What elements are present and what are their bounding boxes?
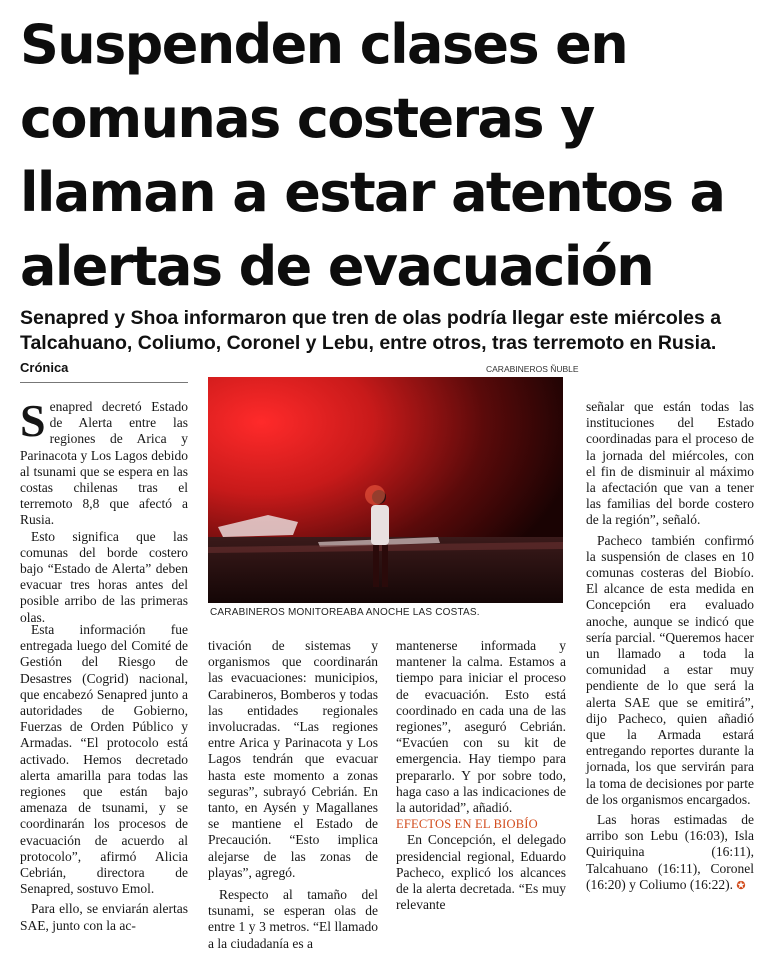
col1-p3: Esta información fue entregada luego del Comité de Gestión del Riesgo de Desastres (Cogrid) nacional, que encabezó Senapred junto a autoridades de Gobierno, Fuerzas de Orden Público y Armadas. “El protocolo está activado. Hemos decretado alerta amarilla para todas las regiones que están bajo amenaza de tsunami, y se coordinarán los procesos de evacuación de acuerdo al protocolo”, afirmó Alicia Cebrián, directora de Senapred, sostuvo Emol. bbox=[20, 622, 188, 897]
lead-paragraph bbox=[20, 395, 188, 529]
section-rule bbox=[20, 382, 188, 383]
col1-p2: Esto significa que las comunas del borde costero bajo “Estado de Alerta” deben evacuar tres horas antes del posible arribo de las primeras olas. bbox=[20, 528, 188, 625]
section-subtitle: EFECTOS EN EL BIOBÍO bbox=[396, 817, 538, 832]
col4-p3 bbox=[586, 812, 754, 894]
section-label: Crónica bbox=[20, 360, 69, 375]
end-mark-icon: ✪ bbox=[736, 879, 746, 892]
col1-p4: Para ello, se enviarán alertas SAE, junto con la ac- bbox=[20, 901, 188, 933]
column-3 bbox=[396, 638, 566, 913]
column-2 bbox=[208, 638, 378, 952]
col3-p2: En Concepción, el delegado presidencial regional, Eduardo Pacheco, explicó los alcances de la alerta decretada. “Es muy relevante bbox=[396, 832, 566, 913]
col1-p1: enapred decretó Estado de Alerta entre las regiones de Arica y Parinacota y Los Lagos debido al tsunami que se espera en las costas chilenas tras el terremoto 8,8 que afectó a Rusia. bbox=[20, 399, 188, 528]
column-1-bottom bbox=[20, 622, 188, 934]
column-4 bbox=[586, 399, 754, 894]
photo-caption: CARABINEROS MONITOREABA ANOCHE LAS COSTAS. bbox=[210, 607, 480, 618]
col4-p1: señalar que están todas las instituciones del Estado coordinadas para el proceso de la jornada del miércoles, con el fin de disminuir al máximo la afectación que van a tener las familias del borde costero de la región”, señaló. bbox=[586, 399, 754, 528]
col4-p3-text: Las horas estimadas de arribo son Lebu (16:03), Isla Quiriquina (16:11), Talcahuano (16:11), Coronel (16:20) y Coliumo (16:22). bbox=[586, 812, 754, 892]
headline: Suspenden clases en comunas costeras y llaman a estar atentos a alertas de evacuación bbox=[20, 13, 725, 298]
col4-p2: Pacheco también confirmó la suspensión de clases en 10 comunas costeras del Biobío. El alcance de esta medida en Concepción era evaluado anoche, aunque se indicó que sería parcial. “Queremos hacer un llamado a toda la comunidad a estar muy pendiente de lo que será la alerta SAE que se emitirá”, dijo Pacheco, quien añadió que la Armada estará entregando reportes durante la jornada, los que servirán para la toma de decisiones por parte de los organismos encargados. bbox=[586, 532, 754, 807]
photo-credit: CARABINEROS ÑUBLE bbox=[486, 364, 579, 374]
column-1-top bbox=[20, 395, 188, 626]
subheadline: Senapred y Shoa informaron que tren de olas podría llegar este miércoles a Talcahuano, Coliumo, Coronel y Lebu, entre otros, tras terremoto en Rusia. bbox=[20, 307, 722, 354]
news-photo bbox=[208, 377, 563, 603]
col2-p1: tivación de sistemas y organismos que coordinarán las evacuaciones: municipios, Carabineros, Bomberos y todas las entidades regionales involucradas. “Las regiones entre Arica y Parinacota y Los Lagos tendrán que evacuar hasta este momento a zonas seguras”, subrayó Cebrián. En tanto, en Aysén y Magallanes se mantiene el Estado de Precaución. “Esto implica alejarse de las zonas de playas”, agregó. bbox=[208, 638, 378, 880]
photo-illustration bbox=[208, 377, 563, 603]
drop-cap: S bbox=[20, 395, 46, 446]
col3-p1: mantenerse informada y mantener la calma. Estamos a tiempo para iniciar el proceso de evacuación. Esto está coordinado en cada una de las regiones”, aseguró Cebrián. “Evacúen con su kit de emergencia. Hay tiempo para prepararlo. Y por sobre todo, haga caso a las indicaciones de la autoridad”, añadió. bbox=[396, 638, 566, 816]
col2-p2: Respecto al tamaño del tsunami, se esperan olas de entre 1 y 3 metros. “El llamado a la ciudadanía es a bbox=[208, 887, 378, 951]
